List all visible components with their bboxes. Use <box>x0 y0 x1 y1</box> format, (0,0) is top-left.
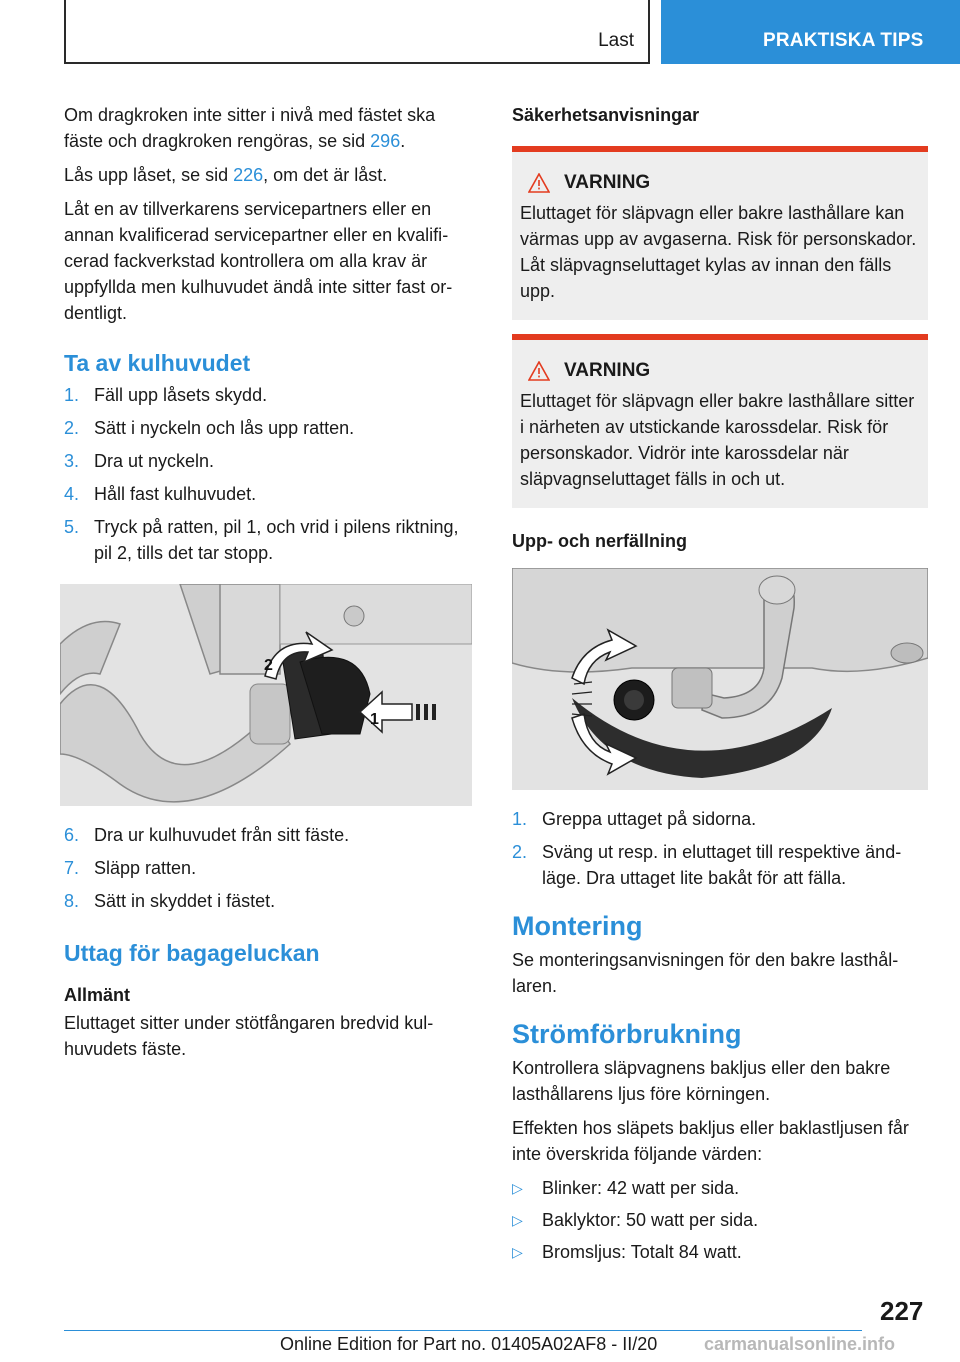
paragraph-power-check: Kontrollera släpvagnens bakljus eller den bakre lasthållarens ljus före körningen. <box>512 1058 891 1104</box>
page-ref-link[interactable]: 226 <box>233 165 264 185</box>
list-item: 2. Sväng ut resp. in eluttaget till respektive ändläge. Dra uttaget lite bakåt för att fälla. <box>512 842 902 888</box>
heading-safety: Säkerhetsanvisningar <box>512 105 700 125</box>
heading-fold: Upp- och nerfällning <box>512 531 687 551</box>
list-item: 1. Fäll upp låsets skydd. <box>64 385 268 405</box>
list-item: 4. Håll fast kulhuvudet. <box>64 484 257 504</box>
heading-power-consumption: Strömförbrukning <box>512 1019 742 1049</box>
warning-box <box>512 146 928 320</box>
list-item: ▷ Bromsljus: Totalt 84 watt. <box>512 1239 928 1265</box>
list-item: 3. Dra ut nyckeln. <box>64 451 215 471</box>
page-ref-link[interactable]: 296 <box>370 131 401 151</box>
socket-drawing <box>512 568 928 790</box>
heading-trunk-socket: Uttag för bagageluckan <box>64 940 320 966</box>
subheading-general: Allmänt <box>64 985 131 1005</box>
steps-remove <box>64 382 478 566</box>
list-item: 6. Dra ur kulhuvudet från sitt fäste. <box>64 825 350 845</box>
warning-title: VARNING <box>564 172 651 193</box>
steps-fold <box>512 806 928 891</box>
socket-illustration <box>512 568 928 790</box>
warning-triangle-icon <box>528 361 550 381</box>
power-limits-list <box>512 1175 928 1265</box>
footer-divider <box>64 1330 862 1331</box>
header-section-box <box>64 0 650 64</box>
list-item: 5. Tryck på ratten, pil 1, och vrid i pilens riktning, pil 2, tills det tar stopp. <box>64 517 459 563</box>
warning-text: Eluttaget för släpvagn eller bakre lasthållare sitter i närheten av utstickande karossdelar. Risk för personskador. Vidrör inte karossdelar när släpvagnseluttaget fälls in och ut. <box>520 391 915 489</box>
paragraph-unlock: Lås upp låset, se sid 226, om det är låst. <box>64 165 388 185</box>
warning-box <box>512 334 928 508</box>
list-item: 1. Greppa uttaget på sidorna. <box>512 809 757 829</box>
heading-remove-ball-head: Ta av kulhuvudet <box>64 350 251 376</box>
arrow-label-2: 2 <box>264 657 273 674</box>
tow-hitch-illustration <box>60 584 472 806</box>
paragraph-mounting: Se monteringsanvisningen för den bakre lasthållaren. <box>512 950 899 996</box>
heading-mounting: Montering <box>512 911 643 941</box>
header-section-label: Last <box>598 30 634 51</box>
list-item: 7. Släpp ratten. <box>64 858 197 878</box>
triangle-bullet-icon: ▷ <box>512 1180 523 1196</box>
steps-remove-continued <box>64 822 478 914</box>
paragraph-socket-location: Eluttaget sitter under stötfångaren bredvid kulhuvudets fäste. <box>64 1013 434 1059</box>
warning-title: VARNING <box>564 360 651 381</box>
paragraph-power-limits: Effekten hos släpets bakljus eller baklastljusen får inte överskrida följande värden: <box>512 1118 909 1164</box>
triangle-bullet-icon: ▷ <box>512 1244 523 1260</box>
list-item: ▷ Baklyktor: 50 watt per sida. <box>512 1207 928 1233</box>
header-chapter-label: PRAKTISKA TIPS <box>763 30 924 51</box>
left-column <box>64 102 478 1070</box>
warning-text: Eluttaget för släpvagn eller bakre lasthållare kan värmas upp av avgaserna. Risk för personskador. Låt släpvagnseluttaget kylas av innan den fälls upp. <box>520 203 917 301</box>
paragraph-service: Låt en av tillverkarens servicepartners eller en annan kvalificerad servicepartner eller en kvalificerad fackverkstad kontrollera om alla krav är uppfyllda men kulhuvudet ändå inte sitter fast ordentligt. <box>64 199 453 323</box>
footer-edition: Online Edition for Part no. 01405A02AF8 - II/20 <box>280 1334 658 1354</box>
page-number: 227 <box>880 1296 924 1326</box>
warning-triangle-icon <box>528 173 550 193</box>
paragraph-alignment: Om dragkroken inte sitter i nivå med fästet ska fäste och dragkroken rengöras, se sid 296. <box>64 105 436 151</box>
list-item: 8. Sätt in skyddet i fästet. <box>64 891 276 911</box>
right-column <box>512 102 928 1271</box>
watermark: carmanualsonline.info <box>704 1334 896 1354</box>
tow-hitch-drawing <box>60 584 472 806</box>
arrow-label-1: 1 <box>370 711 379 728</box>
list-item: 2. Sätt i nyckeln och lås upp ratten. <box>64 418 355 438</box>
header-chapter-tab <box>661 0 960 64</box>
list-item: ▷ Blinker: 42 watt per sida. <box>512 1175 928 1201</box>
triangle-bullet-icon: ▷ <box>512 1212 523 1228</box>
